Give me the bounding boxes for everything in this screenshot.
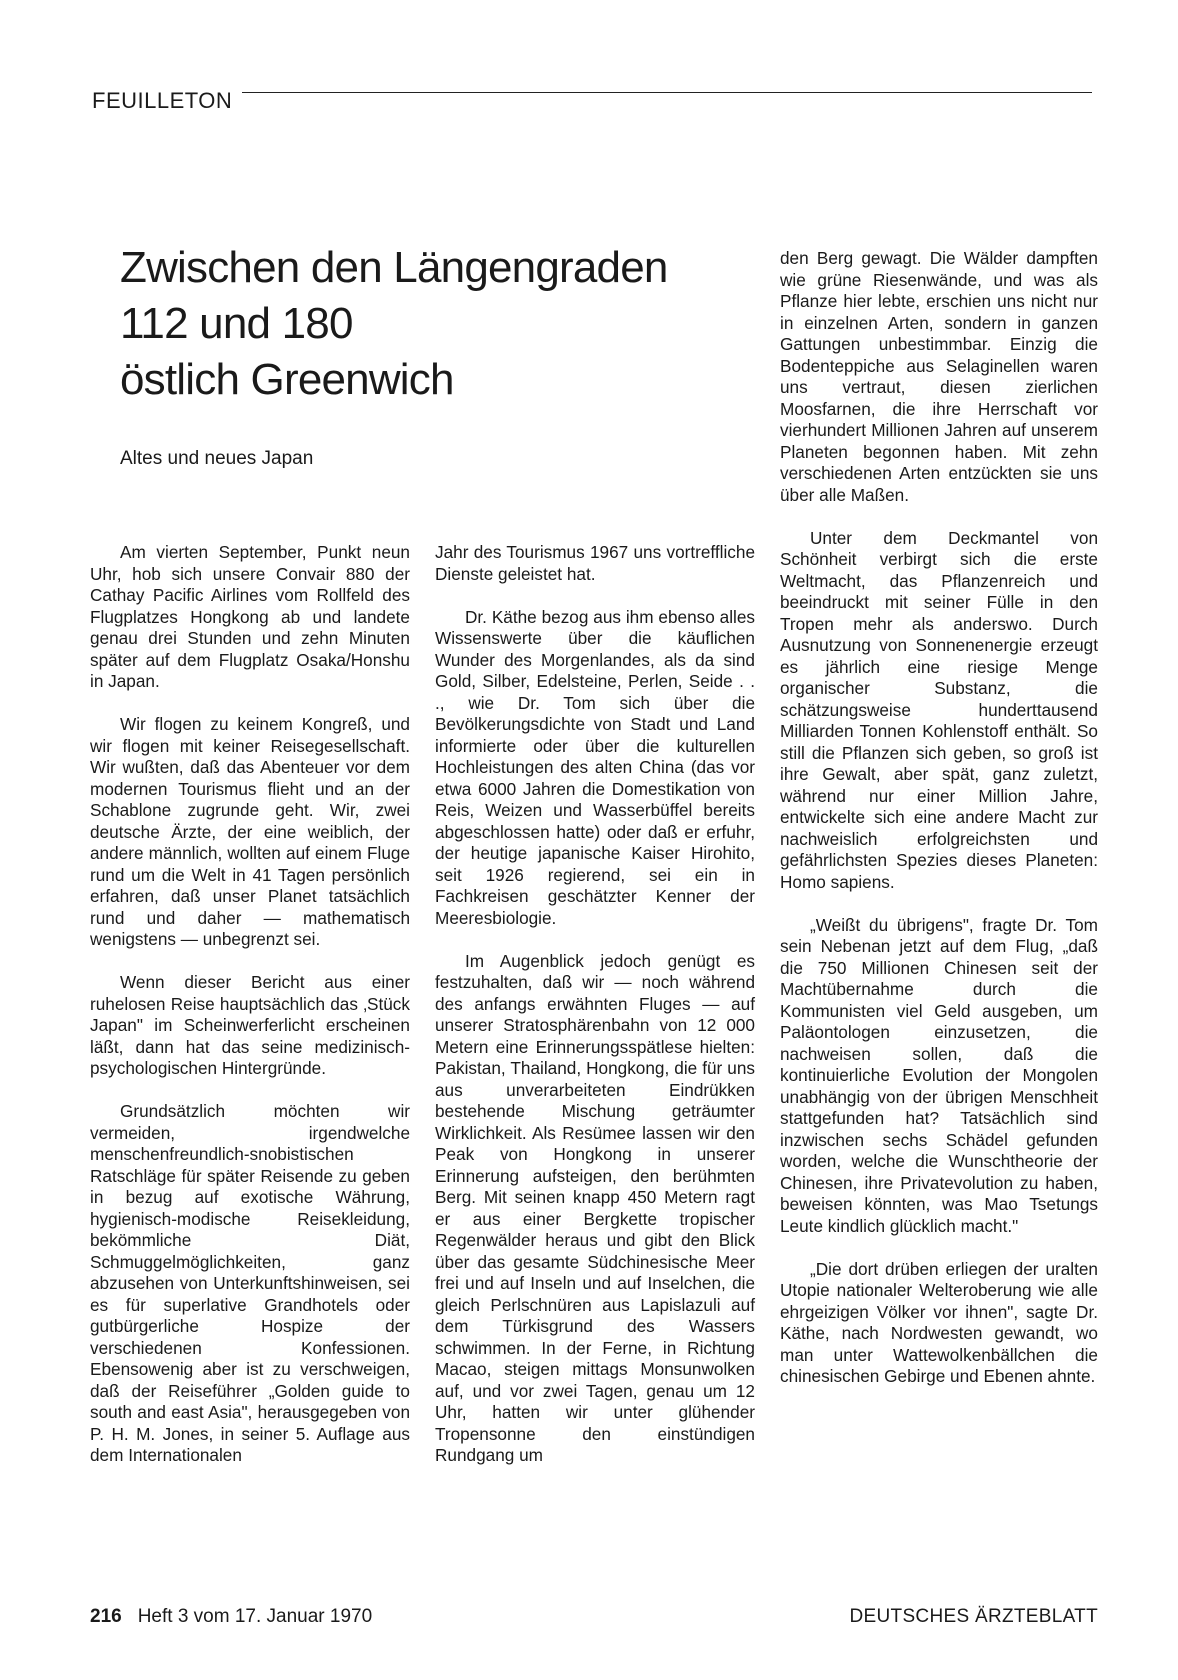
journal-name: DEUTSCHES ÄRZTEBLATT [849,1606,1098,1627]
paragraph: den Berg gewagt. Die Wälder dampften wie grüne Riesenwände, und was als Pflanze hier lebte, erschien uns nicht nur in einzelnen Arten, sondern in ganzen Gattungen unbestimmbar. Einzig die Bodenteppiche aus Selaginellen waren uns vertraut, diesen zierlichen Moosfarnen, die ihre Herrschaft vor vierhundert Millionen Jahren auf unserem Planeten begonnen haben. Mit zehn verschiedenen Arten entzückten sie uns über alle Maßen. [780,248,1098,505]
article-title [120,240,740,408]
paragraph: Wir flogen zu keinem Kongreß, und wir flogen mit keiner Reisegesellschaft. Wir wußten, daß das Abenteuer vor dem modernen Tourismus flieht und an der Schablone zugrunde geht. Wir, zwei deutsche Ärzte, der eine weiblich, der andere männlich, wollten auf einem Fluge rund um die Welt in 41 Tagen persönlich erfahren, daß unser Planet tatsächlich rund und daher — mathematisch wenigstens — unbegrenzt sei. [90,714,410,949]
issue-info: Heft 3 vom 17. Januar 1970 [137,1606,373,1627]
page-number: 216 [90,1606,122,1627]
paragraph: „Die dort drüben erliegen der uralten Utopie nationaler Welteroberung wie alle ehrgeizigen Völker vor ihnen", sagte Dr. Käthe, nach Nordwesten gewandt, wo man unter Wattewolkenbällchen die chinesischen Gebirge und Ebenen ahnte. [780,1258,1098,1386]
title-line: 112 und 180 [120,299,353,348]
paragraph: Am vierten September, Punkt neun Uhr, hob sich unsere Convair 880 der Cathay Pacific Airlines vom Rollfeld des Flugplatzes Hongkong ab und landete genau drei Stunden und zehn Minuten später auf dem Flugplatz Osaka/Honshu in Japan. [90,542,410,691]
paragraph: Jahr des Tourismus 1967 uns vortreffliche Dienste geleistet hat. [435,542,755,584]
paragraph: Wenn dieser Bericht aus einer ruhelosen Reise hauptsächlich das ‚Stück Japan" im Scheinwerferlicht erscheinen läßt, dann hat das seine medizinisch-psychologischen Hintergründe. [90,972,410,1078]
paragraph: Grundsätzlich möchten wir vermeiden, irgendwelche menschenfreundlich-snobistischen Ratschläge für später Reisende zu geben in bezug auf exotische Währung, hygienisch-modische Reisekleidung, bekömmliche Diät, Schmuggelmöglichkeiten, ganz abzusehen von Unterkunftshinweisen, sei es für superlative Grandhotels oder gutbürgerliche Hospize der verschiedenen Konfessionen. Ebensowenig aber ist zu verschweigen, daß der Reiseführer „Golden guide to south and east Asia", herausgegeben von P. H. M. Jones, in seiner 5. Auflage aus dem Internationalen [90,1101,410,1465]
title-line: östlich Greenwich [120,355,454,404]
article-subtitle: Altes und neues Japan [120,448,314,469]
paragraph: Dr. Käthe bezog aus ihm ebenso alles Wissenswerte über die käuflichen Wunder des Morgenlandes, als da sind Gold, Silber, Edelsteine, Perlen, Seide . . ., wie Dr. Tom sich über die Bevölkerungsdichte von Stadt und Land informierte oder über die kulturellen Hochleistungen des alten China (das vor etwa 6000 Jahren die Domestikation von Reis, Weizen und Wasserbüffel bereits abgeschlossen hatte) oder daß er erfuhr, der heutige japanische Kaiser Hirohito, seit 1926 regierend, sei ein in Fachkreisen geschätzter Kenner der Meeresbiologie. [435,606,755,928]
text-column-1 [90,542,410,1467]
text-column-2 [435,542,755,1467]
text-column-3 [780,248,1098,1388]
paragraph: Unter dem Deckmantel von Schönheit verbirgt sich die erste Weltmacht, das Pflanzenreich und beeindruckt mit seiner Fülle in den Tropen mehr als anderswo. Durch Ausnutzung von Sonnenenergie erzeugt es jährlich eine riesige Menge organischer Substanz, die schätzungsweise hunderttausend Milliarden Tonnen Kohlenstoff enthält. So still die Pflanzen sich geben, so groß ist ihre Gewalt, aber spät, ganz zuletzt, während nur einer Million Jahre, entwickelte sich eine andere Macht zur nachweislich erfolgreichsten und gefährlichsten Spezies dieses Planeten: Homo sapiens. [780,527,1098,892]
footer-left [90,1606,372,1628]
paragraph: Im Augenblick jedoch genügt es festzuhalten, daß wir — noch während des anfangs erwähnten Fluges — auf unserer Stratosphärenbahn von 12 000 Metern eine Erinnerungsspätlese hielten: Pakistan, Thailand, Hongkong, die für uns aus unverarbeiteten Eindrükken bestehende Mischung geträumter Wirklichkeit. Als Resümee lassen wir den Peak von Hongkong in unserer Erinnerung aufsteigen, den berühmten Berg. Mit seinen knapp 450 Metern ragt er aus einer Bergkette tropischer Regenwälder heraus und gibt den Blick über das gesamte Südchinesische Meer frei und auf Inseln und auf Inselchen, die gleich Perlschnüren aus Lapislazuli auf dem Türkisgrund des Wassers schwimmen. In der Ferne, in Richtung Macao, steigen mittags Monsunwolken auf, und vor zwei Tagen, genau um 12 Uhr, hatten wir unter glühender Tropensonne den einstündigen Rundgang um [435,950,755,1465]
header-rule [242,92,1092,93]
paragraph: „Weißt du übrigens", fragte Dr. Tom sein Nebenan jetzt auf dem Flug, „daß die 750 Millionen Chinesen seit der Machtübernahme durch die Kommunisten viel Geld ausgeben, um Paläontologen einzusetzen, die nachweisen sollen, daß die kontinuierliche Evolution der Mongolen unabhängig von der übrigen Menschheit stattgefunden hat? Tatsächlich sind inzwischen sechs Schädel gefunden worden, welche die Wunschtheorie der Chinesen, ihre Privatevolution zu haben, beweisen könnten, was Mao Tsetungs Leute kindlich glücklich macht." [780,914,1098,1236]
title-line: Zwischen den Längengraden [120,243,668,292]
section-header: FEUILLETON [92,88,233,113]
